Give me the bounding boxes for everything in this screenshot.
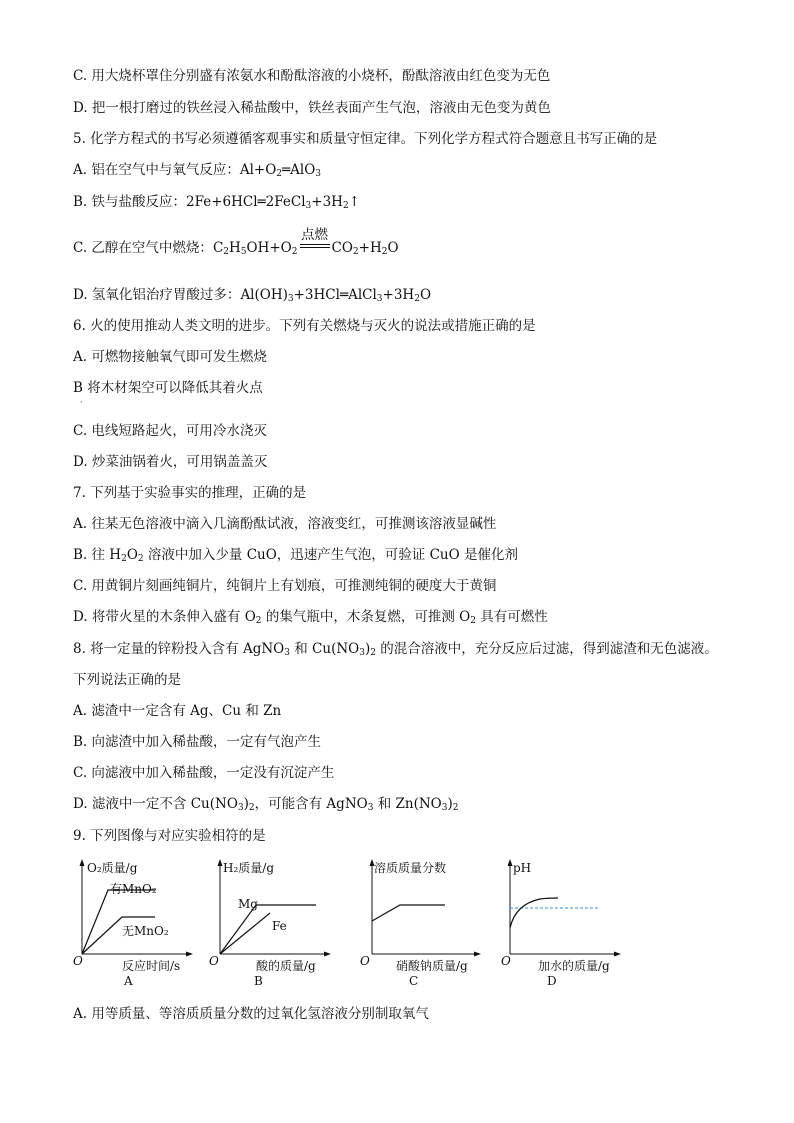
graph-d-ylabel: pH	[513, 861, 532, 875]
q8-stem-line2: 下列说法正确的是	[73, 672, 181, 688]
q5-option-b: B. 铁与盐酸反应：$2Fe+6HCl═2FeCl_3+3H_2↑$	[73, 194, 360, 211]
graph-d	[500, 858, 630, 992]
graph-a-origin: O	[73, 954, 83, 968]
graph-b-curve1-label: Mg	[238, 897, 258, 911]
graph-b-curve2-label: Fe	[272, 919, 287, 933]
graph-c-ylabel: 溶质质量分数	[374, 861, 447, 875]
q8-stem: 8. 将一定量的锌粉投入含有 AgNO$_3$ 和 $Cu(NO_3)_2$ 的混合溶液中，充分反应后过滤，得到滤渣和无色滤液。	[73, 641, 718, 658]
q6-option-a: A. 可燃物接触氧气即可发生燃烧	[73, 349, 267, 365]
q6-stem: 6. 火的使用推动人类文明的进步。下列有关燃烧与灭火的说法或措施正确的是	[73, 318, 536, 334]
q8-option-c: C. 向滤液中加入稀盐酸，一定没有沉淀产生	[73, 765, 335, 781]
graph-a-xlabel: 反应时间/s	[122, 959, 181, 973]
graph-a-caption: A	[124, 974, 133, 988]
q5-option-c: C. 乙醇在空气中燃烧：$C_2H_5OH+O_2$ 点燃 $CO_2+H_2O$	[73, 227, 399, 257]
q7-option-d: D. 将带火星的木条伸入盛有 $O_2$ 的集气瓶中，木条复燃，可推测 $O_2$ 具有可燃性	[73, 609, 548, 626]
q5-stem: 5. 化学方程式的书写必须遵循客观事实和质量守恒定律。下列化学方程式符合题意且书写正确的是	[73, 131, 658, 147]
graph-b-xlabel: 酸的质量/g	[256, 959, 316, 973]
q6-option-d: D. 炒菜油锅着火，可用锅盖盖灭	[73, 454, 268, 470]
graph-a-curve2-label: 无MnO₂	[122, 924, 169, 938]
graph-b-ylabel: H₂质量/g	[223, 861, 275, 875]
q4-option-d: D. 把一根打磨过的铁丝浸入稀盐酸中，铁丝表面产生气泡，溶液由无色变为黄色	[73, 100, 551, 116]
q6-option-c: C. 电线短路起火，可用冷水浇灭	[73, 423, 267, 439]
graph-b-caption: B	[254, 974, 263, 988]
q4-option-c: C. 用大烧杯罩住分别盛有浓氨水和酚酞溶液的小烧杯，酚酞溶液由红色变为无色	[73, 68, 551, 84]
graph-b	[208, 858, 338, 992]
graph-c-origin: O	[360, 954, 370, 968]
reaction-condition: 点燃	[298, 248, 332, 252]
graph-d-caption: D	[547, 974, 557, 988]
graph-a	[70, 858, 200, 992]
graph-c	[360, 858, 490, 992]
q8-option-b: B. 向滤渣中加入稀盐酸，一定有气泡产生	[73, 734, 322, 750]
graph-d-xlabel: 加水的质量/g	[538, 959, 610, 973]
graph-d-origin: O	[501, 954, 511, 968]
graph-a-ylabel: O₂质量/g	[87, 861, 138, 875]
q7-option-c: C. 用黄铜片刻画纯铜片，纯铜片上有划痕，可推测纯铜的硬度大于黄铜	[73, 578, 497, 594]
graph-b-origin: O	[209, 954, 219, 968]
q9-stem: 9. 下列图像与对应实验相符的是	[73, 828, 266, 844]
q5-option-d: D. 氢氧化铝治疗胃酸过多：$Al(OH)_3+3HCl═AlCl_3+3H_2O$	[73, 287, 432, 304]
q6-option-b: B 将木材架空可以降低其着火点	[73, 380, 263, 396]
q7-option-a: A. 往某无色溶液中滴入几滴酚酞试液，溶液变红，可推测该溶液显碱性	[73, 516, 497, 532]
q5-option-a: A. 铝在空气中与氧气反应：$Al+O_2═AlO_3$	[73, 162, 322, 179]
q9-option-a: A. 用等质量、等溶质质量分数的过氧化氢溶液分别制取氧气	[73, 1006, 429, 1022]
scan-dot: ·	[80, 398, 83, 407]
q7-option-b: B. 往 $H_2O_2$ 溶液中加入少量 CuO，迅速产生气泡，可验证 CuO 是催化剂	[73, 547, 518, 564]
q8-option-d: D. 滤液中一定不含 $Cu(NO_3)_2$，可能含有 AgNO$_3$ 和 $Zn(NO_3)_2$	[73, 796, 459, 813]
graph-a-curve1-label: 有MnO₂	[110, 882, 157, 896]
q8-option-a: A. 滤渣中一定含有 Ag、Cu 和 Zn	[73, 703, 282, 719]
q7-stem: 7. 下列基于实验事实的推理，正确的是	[73, 485, 307, 501]
graph-c-xlabel: 硝酸钠质量/g	[396, 959, 468, 973]
graph-c-caption: C	[409, 974, 419, 988]
